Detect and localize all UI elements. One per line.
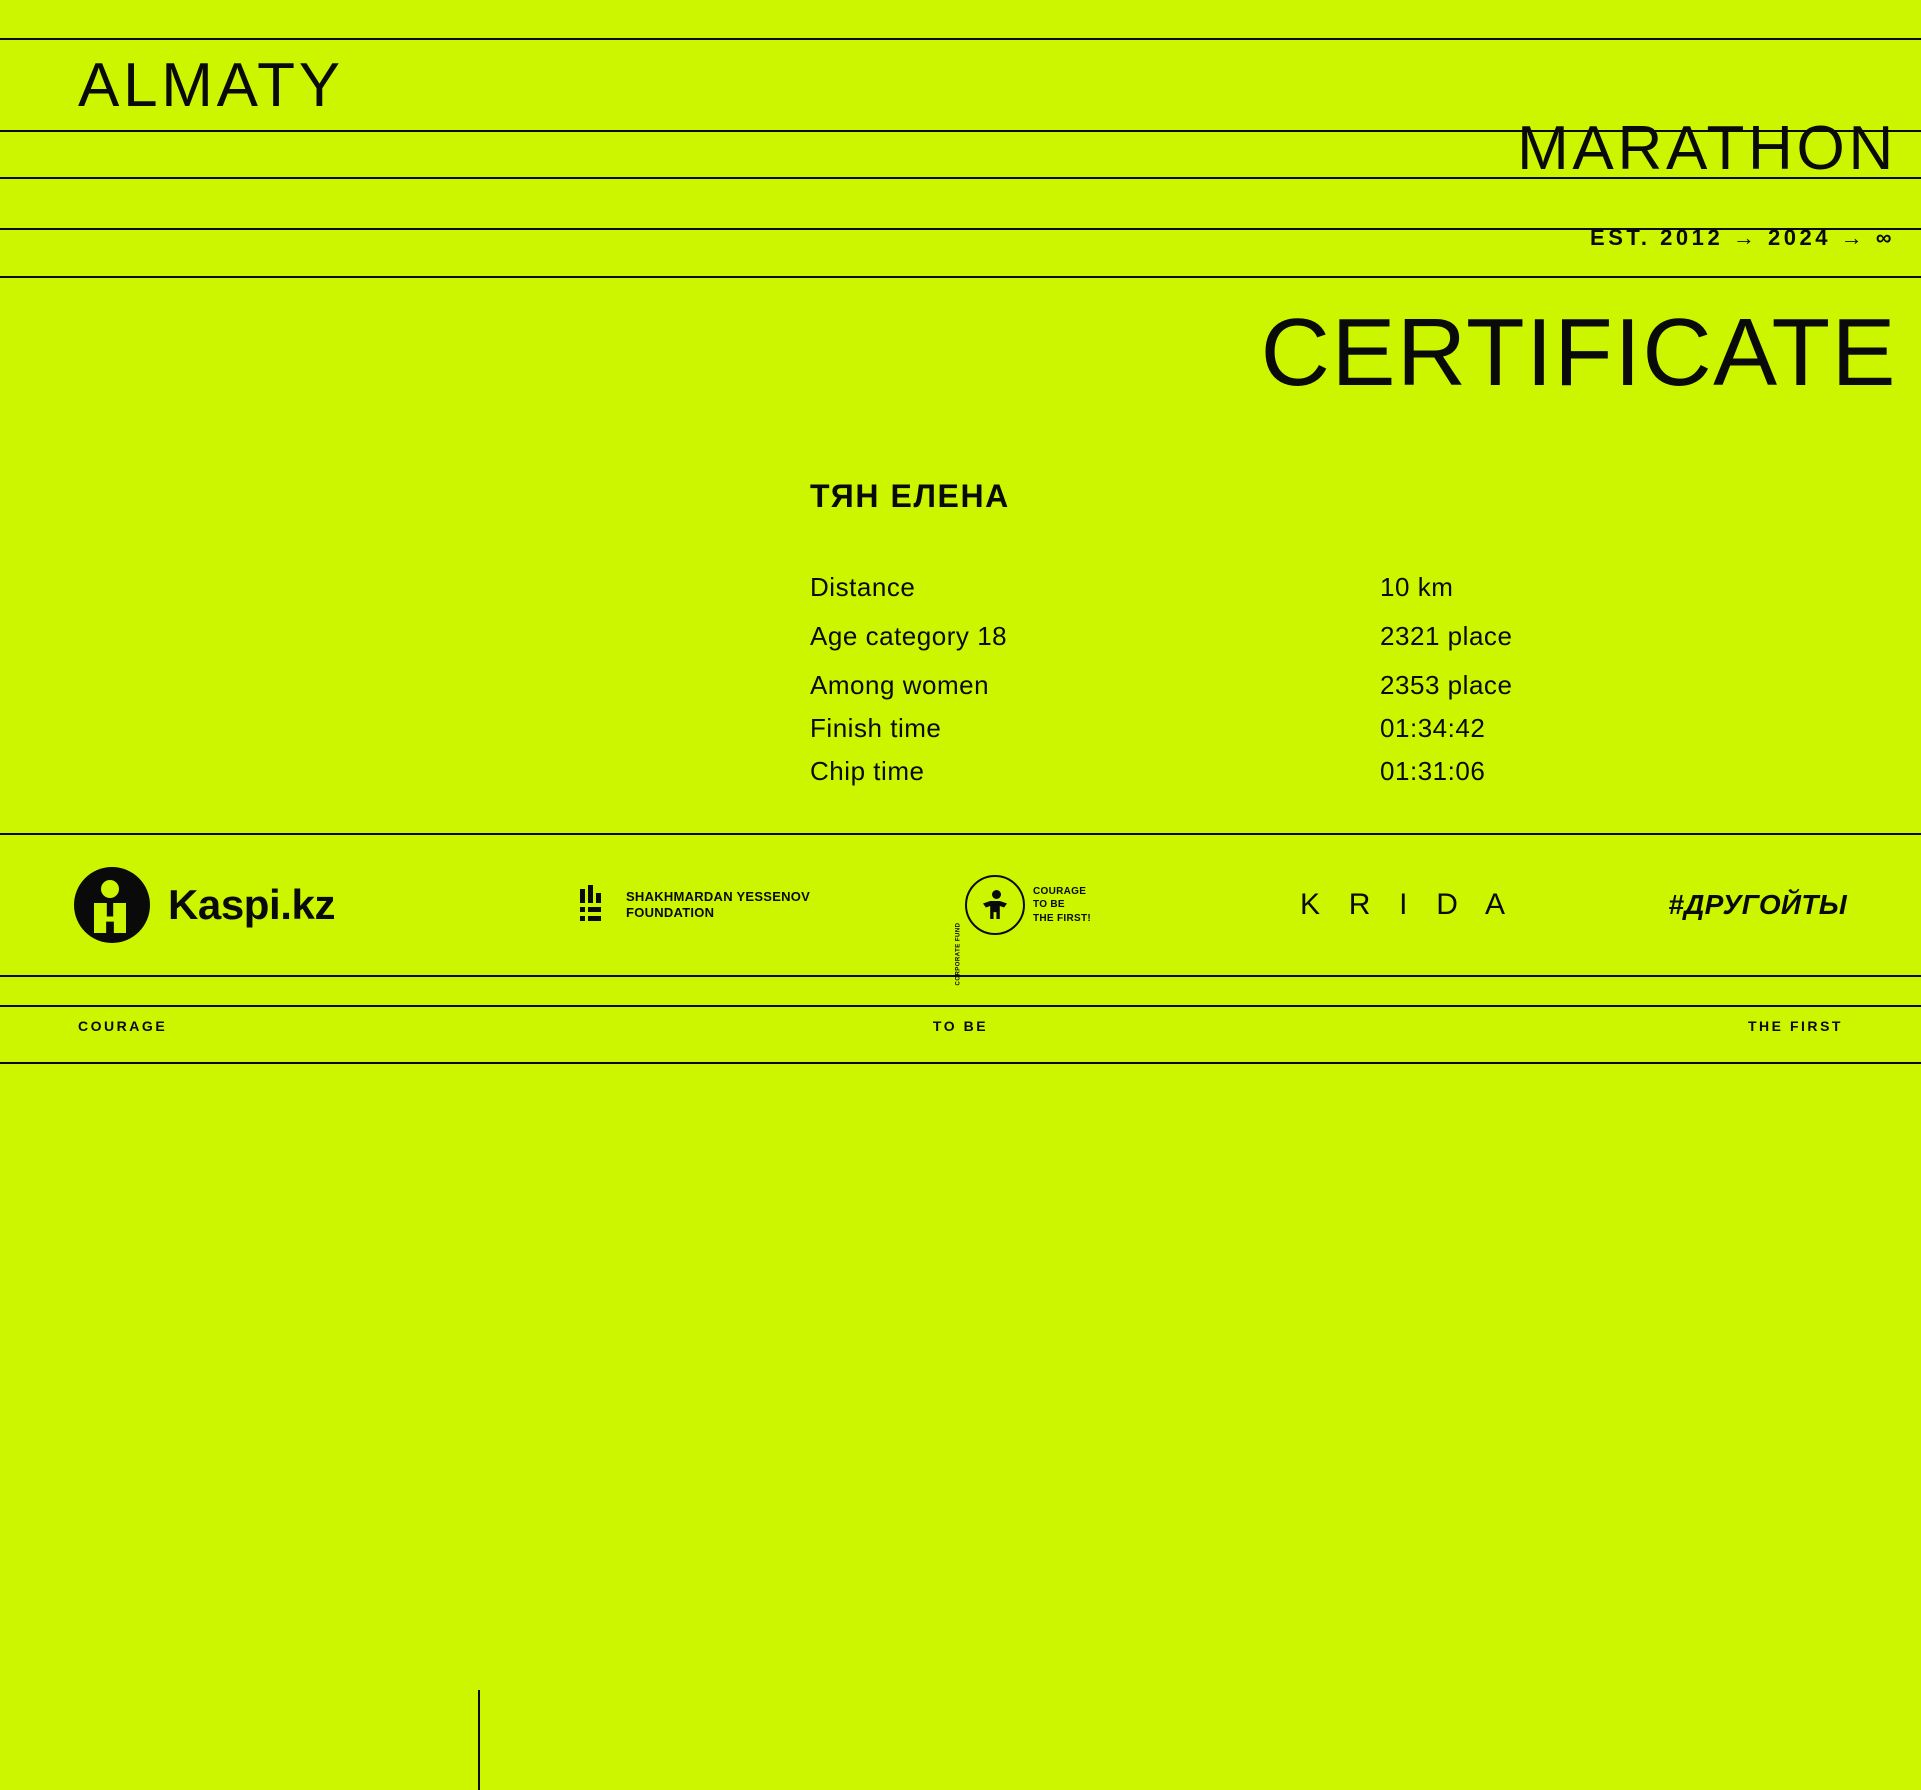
table-row xyxy=(810,621,1740,652)
brand-marathon: MARATHON xyxy=(1517,114,1897,183)
table-row xyxy=(810,756,1740,787)
sponsor-corporate-fund xyxy=(955,835,1091,986)
athlete-name: ТЯН ЕЛЕНА xyxy=(810,478,1010,514)
table-row xyxy=(810,670,1740,701)
result-label: Distance xyxy=(810,572,916,602)
sponsor-divider xyxy=(478,1690,480,1790)
result-label: Finish time xyxy=(810,713,942,743)
corporate-fund-tag: CORPORATE FUND xyxy=(955,922,962,986)
results-table xyxy=(810,572,1740,805)
footer-left: COURAGE xyxy=(78,1018,168,1034)
divider-line-9 xyxy=(0,1062,1921,1064)
footer-middle: TO BE xyxy=(932,1018,989,1034)
yessenov-label xyxy=(626,889,810,922)
result-value: 10 km xyxy=(1380,572,1454,602)
divider-line-5 xyxy=(0,276,1921,278)
corporate-line-1: COURAGE xyxy=(1033,885,1087,897)
divider-line-8 xyxy=(0,1005,1921,1007)
runner-head-icon xyxy=(992,890,1001,899)
result-label: Age category 18 xyxy=(810,621,1008,651)
brand-almaty: ALMATY xyxy=(78,51,344,120)
result-value: 01:31:06 xyxy=(1380,756,1486,786)
sponsor-yessenov xyxy=(580,835,810,975)
table-row xyxy=(810,713,1740,744)
divider-line-1 xyxy=(0,38,1921,40)
sponsor-kaspi xyxy=(74,835,335,975)
result-value: 2321 place xyxy=(1380,621,1513,651)
result-label: Among women xyxy=(810,670,990,700)
yessenov-line-1: SHAKHMARDAN YESSENOV xyxy=(626,888,811,904)
yessenov-logo-icon xyxy=(580,885,614,925)
corporate-fund-logo-icon xyxy=(955,875,1025,986)
result-value: 01:34:42 xyxy=(1380,713,1486,743)
sponsor-drugoyty: #ДРУГОЙТЫ xyxy=(1668,889,1847,920)
kaspi-logo-icon xyxy=(74,867,150,943)
sponsor-strip xyxy=(0,835,1921,986)
kaspi-label: Kaspi.kz xyxy=(168,881,336,928)
sponsor-krida: K R I D A xyxy=(1300,888,1516,921)
result-label: Chip time xyxy=(810,756,925,786)
page-title: CERTIFICATE xyxy=(1260,299,1897,406)
runner-body-icon xyxy=(983,901,1007,919)
yessenov-line-2: FOUNDATION xyxy=(626,905,715,920)
footer-slogan xyxy=(0,1018,1921,1048)
result-value: 2353 place xyxy=(1380,670,1513,700)
corporate-line-3: THE FIRST! xyxy=(1033,912,1091,924)
corporate-fund-label xyxy=(1033,885,1091,926)
footer-right: THE FIRST xyxy=(1747,1018,1843,1034)
corporate-line-2: TO BE xyxy=(1033,899,1065,911)
table-row xyxy=(810,572,1740,603)
established-line: EST. 2012 → 2024 → ∞ xyxy=(1590,225,1895,250)
